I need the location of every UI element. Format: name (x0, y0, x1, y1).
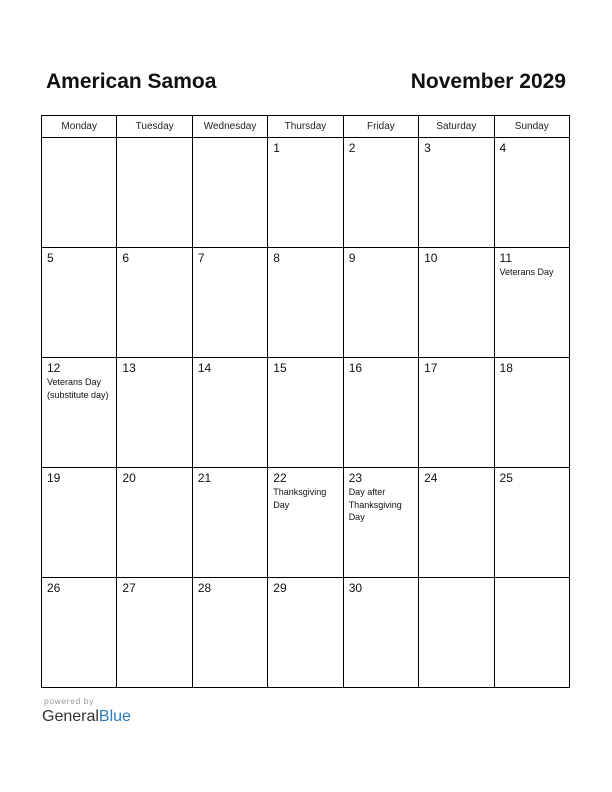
footer-branding (42, 696, 182, 736)
day-cell (494, 138, 569, 248)
day-cell (419, 578, 494, 688)
day-cell (343, 248, 418, 358)
day-cell (343, 358, 418, 468)
generalblue-logo[interactable] (42, 708, 131, 726)
day-cell (192, 358, 267, 468)
day-cell (343, 468, 418, 578)
calendar-grid (41, 115, 570, 688)
day-cell (343, 138, 418, 248)
day-cell (42, 578, 117, 688)
day-cell (117, 138, 192, 248)
day-cell (268, 358, 343, 468)
brand-general-text: General (42, 708, 99, 725)
weekday-sunday: Sunday (494, 116, 569, 138)
day-number: 28 (197, 581, 212, 595)
day-cell (419, 138, 494, 248)
day-cell (42, 138, 117, 248)
day-cell (42, 468, 117, 578)
day-number: 14 (197, 361, 212, 375)
day-number: 1 (273, 141, 280, 155)
day-number: 26 (47, 581, 61, 595)
day-cell (268, 578, 343, 688)
day-number: 21 (197, 471, 212, 485)
holiday-label: Thanksgiving Day (273, 487, 327, 510)
day-number: 25 (499, 471, 513, 485)
month-title: November 2029 (410, 70, 566, 93)
day-cell (42, 358, 117, 468)
day-cell (117, 248, 192, 358)
weekday-header-row (42, 116, 570, 138)
weekday-thursday: Thursday (268, 116, 343, 138)
weekday-friday: Friday (343, 116, 418, 138)
day-number: 12 (47, 361, 61, 375)
holiday-label: Veterans Day (substitute day) (47, 377, 109, 400)
day-number: 23 (348, 471, 363, 485)
day-cell (419, 248, 494, 358)
week-row-5 (42, 578, 570, 688)
day-number: 19 (47, 471, 61, 485)
day-cell (268, 248, 343, 358)
weekday-tuesday: Tuesday (117, 116, 192, 138)
day-number: 30 (348, 581, 363, 595)
day-number: 6 (122, 251, 130, 265)
day-number: 27 (122, 581, 136, 595)
day-number: 18 (499, 361, 513, 375)
day-number: 17 (424, 361, 438, 375)
day-number: 22 (273, 471, 287, 485)
day-cell (192, 468, 267, 578)
day-number: 4 (499, 141, 507, 155)
weekday-monday: Monday (42, 116, 117, 138)
day-number: 10 (424, 251, 438, 265)
day-cell (343, 578, 418, 688)
powered-by-text: powered by (44, 696, 94, 706)
day-number: 2 (348, 141, 356, 155)
day-cell (42, 248, 117, 358)
day-cell (192, 138, 267, 248)
day-cell (117, 468, 192, 578)
day-cell (268, 138, 343, 248)
day-number: 16 (348, 361, 363, 375)
day-number: 20 (122, 471, 136, 485)
day-cell (494, 358, 569, 468)
day-cell (494, 248, 569, 358)
day-number: 7 (197, 251, 205, 265)
week-row-2 (42, 248, 570, 358)
region-title: American Samoa (46, 70, 217, 93)
brand-blue-text: Blue (98, 708, 131, 725)
day-cell (494, 468, 569, 578)
day-cell (117, 358, 192, 468)
day-cell (117, 578, 192, 688)
week-row-1 (42, 138, 570, 248)
day-number: 9 (348, 251, 356, 265)
day-number: 5 (47, 251, 54, 265)
day-cell (192, 578, 267, 688)
day-cell (192, 248, 267, 358)
day-cell (419, 468, 494, 578)
day-number: 29 (273, 581, 287, 595)
week-row-3 (42, 358, 570, 468)
day-number: 15 (273, 361, 287, 375)
day-cell (494, 578, 569, 688)
calendar-header (46, 70, 566, 100)
day-cell (419, 358, 494, 468)
weekday-wednesday: Wednesday (192, 116, 267, 138)
day-cell (268, 468, 343, 578)
day-number: 8 (273, 251, 280, 265)
day-number: 11 (499, 251, 512, 265)
day-number: 13 (122, 361, 136, 375)
week-row-4 (42, 468, 570, 578)
holiday-label: Day after Thanksgiving Day (348, 487, 402, 522)
day-number: 24 (424, 471, 438, 485)
weekday-saturday: Saturday (419, 116, 494, 138)
holiday-label: Veterans Day (499, 267, 554, 277)
day-number: 3 (424, 141, 431, 155)
